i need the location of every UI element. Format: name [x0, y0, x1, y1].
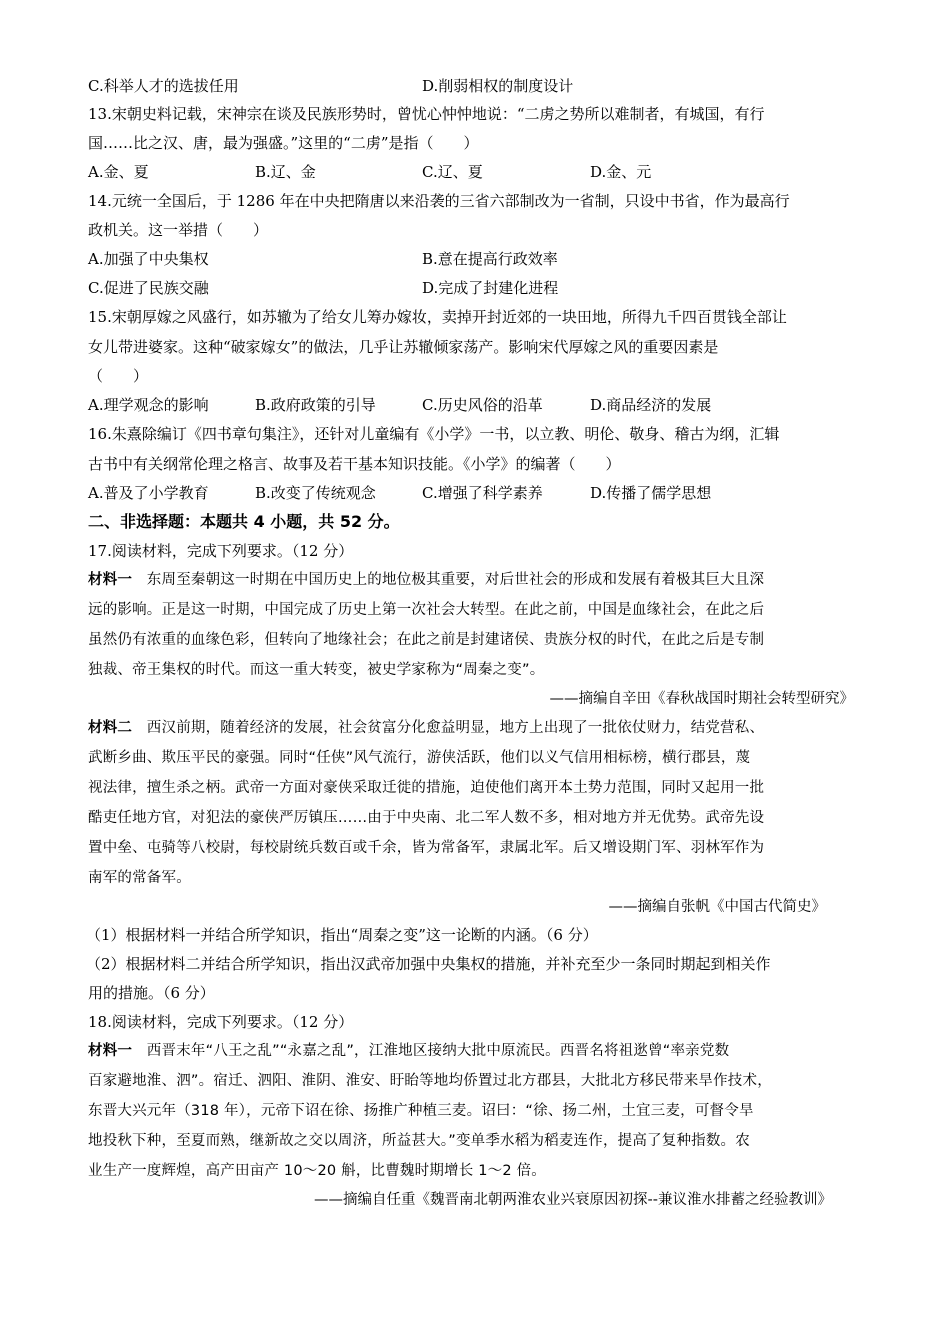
- q15-option-a: A.理学观念的影响: [88, 396, 209, 414]
- q18-material-1-source: ——摘编自任重《魏晋南北朝两淮农业兴衰原因初探--兼议淮水排蓄之经验教训》: [314, 1192, 832, 1208]
- q15-option-d: D.商品经济的发展: [590, 396, 712, 414]
- q14-option-c: C.促进了民族交融: [88, 279, 209, 297]
- q17-material-1-text: 东周至秦朝这一时期在中国历史上的地位极其重要，对后世社会的形成和发展有着极其巨大且深: [132, 572, 765, 588]
- q17-material-1-line-4: 独裁、帝王集权的时代。而这一重大转变，被史学家称为“周秦之变”。: [88, 662, 545, 678]
- section-heading: 二、非选择题：本题共 4 小题，共 52 分。: [88, 512, 400, 531]
- q17-material-2-line-6: 南军的常备军。: [88, 870, 191, 886]
- q17-material-2-line-2: 武断乡曲、欺压平民的豪强。同时“任侠”风气流行，游侠活跃，他们以义气信用相标榜，横行郡县，蔑: [88, 750, 751, 766]
- q17-material-2-line-1: [88, 718, 764, 738]
- q13-option-a: A.金、夏: [88, 163, 149, 181]
- q16-option-b: B.改变了传统观念: [255, 484, 376, 502]
- q13-option-d: D.金、元: [590, 163, 652, 181]
- q17-question-2-line-2: 用的措施。（6 分）: [88, 984, 215, 1002]
- q17-material-2-source: ——摘编自张帆《中国古代简史》: [608, 899, 826, 915]
- q15-stem-line-2: 女儿带进婆家。这种“破家嫁女”的做法，几乎让苏辙倾家荡产。影响宋代厚嫁之风的重要因素是: [88, 338, 719, 356]
- q15-option-b: B.政府政策的引导: [255, 396, 376, 414]
- q18-title: 18.阅读材料，完成下列要求。（12 分）: [88, 1013, 354, 1031]
- q14-stem-line-2: 政机关。这一举措（ ）: [88, 221, 269, 239]
- q17-material-2-line-4: 酷吏任地方官，对犯法的豪侠严厉镇压……由于中央南、北二军人数不多，相对地方并无优势。武帝先设: [88, 810, 765, 826]
- q17-material-2-line-3: 视法律，擅生杀之柄。武帝一方面对豪侠采取迁徙的措施，迫使他们离开本土势力范围，同时又起用一批: [88, 780, 765, 796]
- q16-stem-line-1: 16.朱熹除编订《四书章句集注》，还针对儿童编有《小学》一书，以立教、明伦、敬身、稽古为纲，汇辑: [88, 425, 780, 443]
- q15-stem-line-1: 15.宋朝厚嫁之风盛行，如苏辙为了给女儿筹办嫁妆，卖掉开封近郊的一块田地，所得九千四百贯钱全部让: [88, 308, 787, 326]
- q18-material-1-line-5: 业生产一度辉煌，高产田亩产 10～20 斛，比曹魏时期增长 1～2 倍。: [88, 1163, 546, 1179]
- q16-option-d: D.传播了儒学思想: [590, 484, 712, 502]
- q17-material-1-line-1: [88, 570, 764, 590]
- q17-material-2-line-5: 置中垒、屯骑等八校尉，每校尉统兵数百或千余，皆为常备军，隶属北军。后又增设期门军、羽林军作为: [88, 840, 765, 856]
- q16-option-c: C.增强了科学素养: [422, 484, 543, 502]
- q17-material-1-label: 材料一: [88, 572, 133, 588]
- q17-material-2-text: 西汉前期，随着经济的发展，社会贫富分化愈益明显，地方上出现了一批依仗财力，结党营私、: [132, 720, 765, 736]
- q16-stem-line-2: 古书中有关纲常伦理之格言、故事及若干基本知识技能。《小学》的编著（ ）: [88, 455, 621, 473]
- q18-material-1-text: 西晋末年“八王之乱”“永嘉之乱”，江淮地区接纳大批中原流民。西晋名将祖逖曾“率亲党数: [132, 1043, 730, 1059]
- q14-option-b: B.意在提高行政效率: [422, 250, 558, 268]
- q17-material-1-line-2: 远的影响。正是这一时期，中国完成了历史上第一次社会大转型。在此之前，中国是血缘社会，在此之后: [88, 602, 765, 618]
- q18-material-1-label: 材料一: [88, 1043, 133, 1059]
- q14-option-a: A.加强了中央集权: [88, 250, 209, 268]
- q13-option-c: C.辽、夏: [422, 163, 483, 181]
- q18-material-1-line-2: 百家避地淮、泗”。宿迁、泗阳、淮阴、淮安、盱眙等地均侨置过北方郡县，大批北方移民带来旱作技术，: [88, 1073, 772, 1089]
- q16-option-a: A.普及了小学教育: [88, 484, 209, 502]
- q15-option-c: C.历史风俗的沿革: [422, 396, 543, 414]
- q17-material-2-label: 材料二: [88, 720, 133, 736]
- q17-material-1-line-3: 虽然仍有浓重的血缘色彩，但转向了地缘社会；在此之前是封建诸侯、贵族分权的时代，在此之后是专制: [88, 632, 765, 648]
- q12-option-d: D.削弱相权的制度设计: [422, 77, 574, 95]
- q14-stem-line-1: 14.元统一全国后，于 1286 年在中央把隋唐以来沿袭的三省六部制改为一省制，只设中书省，作为最高行: [88, 192, 790, 210]
- q17-title: 17.阅读材料，完成下列要求。（12 分）: [88, 542, 354, 560]
- q17-question-2-line-1: （2）根据材料二并结合所学知识，指出汉武帝加强中央集权的措施，并补充至少一条同时期起到相关作: [86, 955, 771, 973]
- q17-question-1: （1）根据材料一并结合所学知识，指出“周秦之变”这一论断的内涵。（6 分）: [86, 926, 598, 944]
- q15-stem-line-3: （ ）: [88, 367, 149, 385]
- q18-material-1-line-4: 地投秋下种，至夏而熟，继新故之交以周济，所益甚大。”变单季水稻为稻麦连作，提高了复种指数。农: [88, 1133, 750, 1149]
- q13-stem-line-2: 国……比之汉、唐，最为强盛。”这里的“二虏”是指（ ）: [88, 134, 479, 152]
- q14-option-d: D.完成了封建化进程: [422, 279, 559, 297]
- q18-material-1-line-1: [88, 1041, 729, 1061]
- q18-material-1-line-3: 东晋大兴元年（318 年），元帝下诏在徐、扬推广种植三麦。诏曰：“徐、扬二州，土宜三麦，可督令旱: [88, 1103, 754, 1119]
- q12-option-c: C.科举人才的选拔任用: [88, 77, 239, 95]
- q13-stem-line-1: 13.宋朝史料记载，宋神宗在谈及民族形势时，曾忧心忡忡地说：“二虏之势所以难制者，有城国，有行: [88, 105, 765, 123]
- q17-material-1-source: ——摘编自辛田《春秋战国时期社会转型研究》: [549, 691, 854, 707]
- q13-option-b: B.辽、金: [255, 163, 316, 181]
